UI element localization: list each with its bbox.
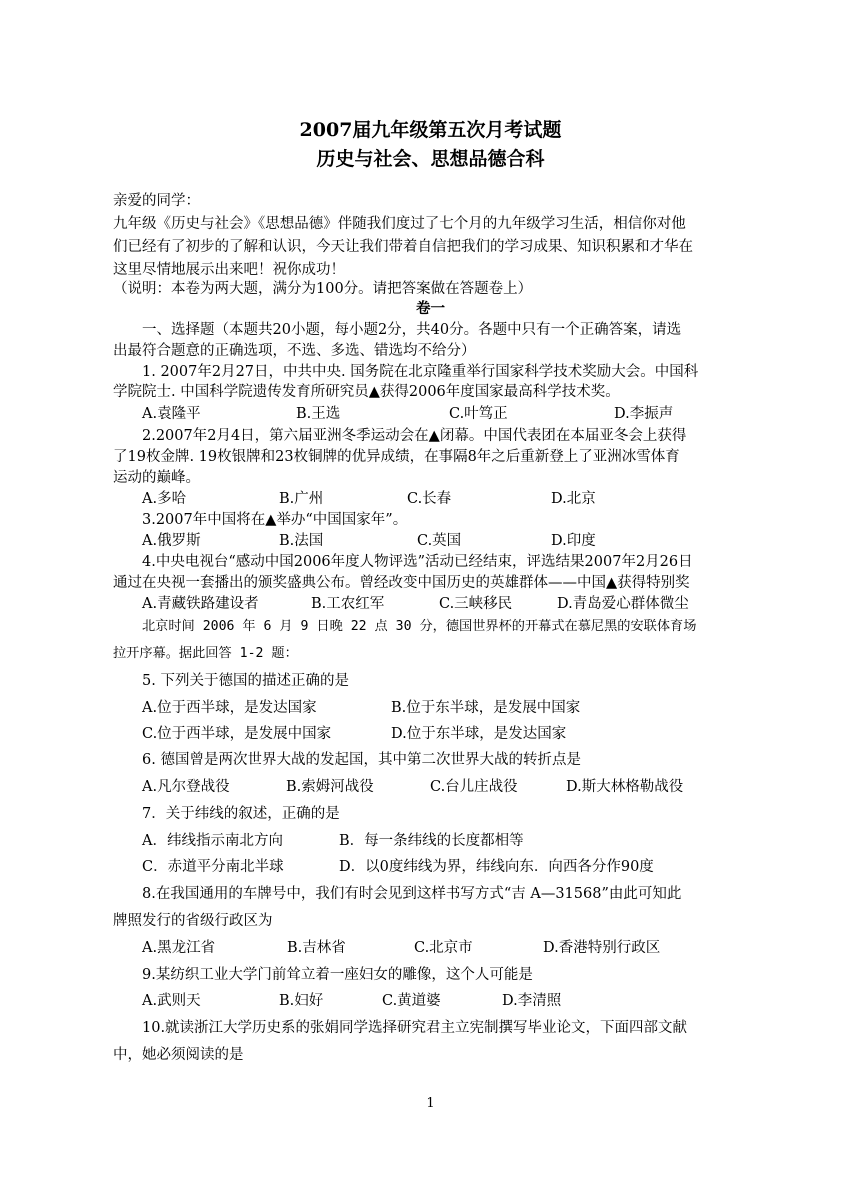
q1-option-b: B.王选: [296, 406, 341, 422]
question-4-text: 通过在央视一套播出的颁奖盛典公布。曾经改变中国历史的英雄群体——中国▲获得特别奖: [113, 575, 690, 591]
question-9-text: 9.某纺织工业大学门前耸立着一座妇女的雕像，这个人可能是: [142, 967, 533, 983]
q2-option-c: C.长春: [407, 491, 452, 507]
question-5-text: 5. 下列关于德国的描述正确的是: [142, 673, 349, 689]
intro-line: 这里尽情地展示出来吧！祝你成功！: [113, 262, 345, 278]
q6-option-b: B.索姆河战役: [286, 779, 374, 795]
q3-option-c: C.英国: [417, 533, 462, 549]
question-2-text: 2.2007年2月4日，第六届亚洲冬季运动会在▲闭幕。中国代表团在本届亚冬会上获得: [142, 428, 687, 444]
q6-option-d: D.斯大林格勒战役: [566, 779, 684, 795]
question-8-text: 8.在我国通用的车牌号中，我们有时会见到这样书写方式“吉 A—31568”由此可知此: [142, 886, 682, 902]
q4-option-a: A.青藏铁路建设者: [142, 596, 259, 612]
q4-option-b: B.工农红军: [311, 596, 385, 612]
q4-option-d: D.青岛爱心群体微尘: [557, 596, 689, 612]
q4-option-c: C.三峡移民: [439, 596, 513, 612]
section-heading: 卷一: [416, 300, 445, 317]
q9-option-b: B.妇好: [279, 993, 324, 1009]
q1-option-a: A.袁隆平: [142, 406, 201, 422]
question-7-text: 7．关于纬线的叙述，正确的是: [142, 806, 340, 822]
intro-line: 九年级《历史与社会》《思想品德》伴随我们度过了七个月的九年级学习生活，相信你对他: [113, 216, 686, 232]
question-10-text: 中，她必须阅读的是: [113, 1047, 244, 1063]
exam-subtitle: 历史与社会、思想品德合科: [316, 148, 545, 170]
question-6-text: 6. 德国曾是两次世界大战的发起国，其中第二次世界大战的转折点是: [142, 752, 581, 768]
q5-option-b: B.位于东半球，是发展中国家: [391, 700, 581, 716]
q1-option-d: D.李振声: [614, 406, 674, 422]
q8-option-c: C.北京市: [414, 940, 473, 956]
question-1-text: 学院院士. 中国科学院遗传发育所研究员▲获得2006年度国家最高科学技术奖。: [113, 384, 620, 400]
q7-option-b: B．每一条纬线的长度都相等: [339, 833, 524, 849]
passage-line: 北京时间 2006 年 6 月 9 日晚 22 点 30 分，德国世界杯的开幕式在慕尼黑的安联体育场: [142, 619, 697, 634]
q2-option-b: B.广州: [279, 491, 324, 507]
greeting: 亲爱的同学：: [113, 193, 200, 209]
q6-option-c: C.台儿庄战役: [430, 779, 518, 795]
exam-title: 2007届九年级第五次月考试题: [299, 119, 562, 141]
instructions-line: 出最符合题意的正确选项，不选、多选、错选均不给分）: [113, 343, 476, 359]
question-2-text: 了19枚金牌. 19枚银牌和23枚铜牌的优异成绩，在事隔8年之后重新登上了亚洲冰雪体育: [113, 449, 680, 465]
q1-option-c: C.叶笃正: [449, 406, 508, 422]
passage-line: 拉开序幕。据此回答 1-2 题：: [113, 646, 298, 661]
instructions-line: 一、选择题（本题共20小题，每小题2分，共40分。各题中只有一个正确答案，请选: [142, 322, 682, 338]
q7-option-d: D．以0度纬线为界，纬线向东．向西各分作90度: [339, 859, 654, 875]
q3-option-b: B.法国: [279, 533, 324, 549]
question-10-text: 10.就读浙江大学历史系的张娟同学选择研究君主立宪制撰写毕业论文，下面四部文献: [142, 1020, 688, 1036]
question-4-text: 4.中央电视台“感动中国2006年度人物评选”活动已经结束，评选结果2007年2月26日: [142, 554, 693, 570]
q3-option-d: D.印度: [551, 533, 596, 549]
page-number: 1: [426, 1096, 435, 1111]
q2-option-d: D.北京: [551, 491, 596, 507]
q8-option-d: D.香港特别行政区: [543, 940, 661, 956]
q3-option-a: A.俄罗斯: [142, 533, 201, 549]
q5-option-c: C.位于西半球，是发展中国家: [142, 726, 332, 742]
q5-option-d: D.位于东半球，是发达国家: [391, 726, 567, 742]
question-3-text: 3.2007年中国将在▲举办“中国国家年”。: [142, 512, 408, 528]
q9-option-c: C.黄道婆: [382, 993, 441, 1009]
q6-option-a: A.凡尔登战役: [142, 779, 230, 795]
q2-option-a: A.多哈: [142, 491, 187, 507]
exam-note: （说明：本卷为两大题，满分为100分。请把答案做在答题卷上）: [113, 281, 533, 297]
q8-option-a: A.黑龙江省: [142, 940, 216, 956]
question-8-text: 牌照发行的省级行政区为: [113, 913, 273, 929]
q7-option-a: A．纬线指示南北方向: [142, 833, 283, 849]
q9-option-d: D.李清照: [502, 993, 562, 1009]
q5-option-a: A.位于西半球，是发达国家: [142, 700, 317, 716]
question-1-text: 1. 2007年2月27日，中共中央. 国务院在北京隆重举行国家科学技术奖励大会。中国科: [142, 364, 699, 380]
question-2-text: 运动的巅峰。: [113, 470, 200, 486]
q9-option-a: A.武则天: [142, 993, 201, 1009]
q8-option-b: B.吉林省: [287, 940, 346, 956]
intro-line: 们已经有了初步的了解和认识，今天让我们带着自信把我们的学习成果、知识积累和才华在: [113, 239, 693, 255]
q7-option-c: C．赤道平分南北半球: [142, 859, 284, 875]
